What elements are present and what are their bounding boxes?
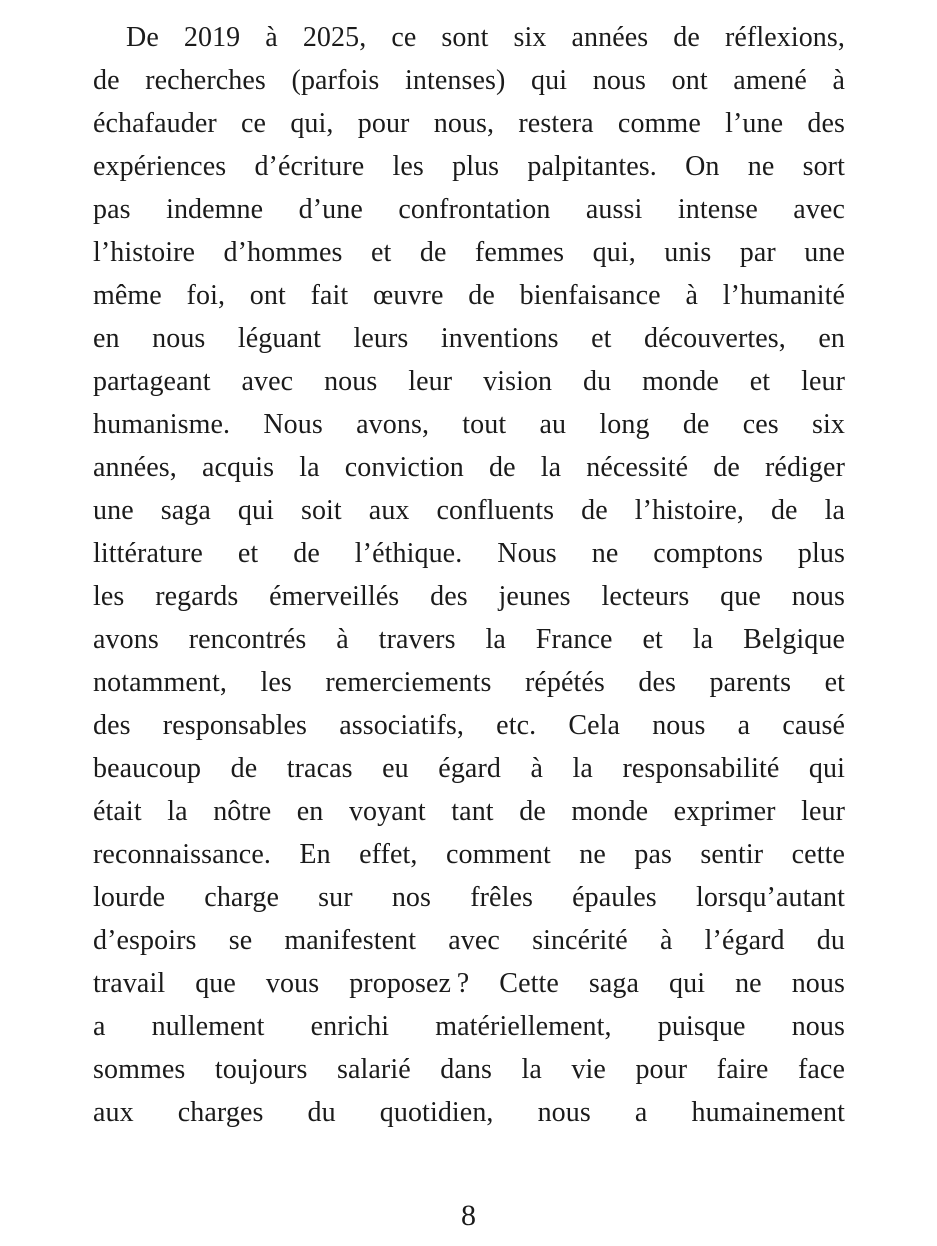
text-line-22: d’espoirs se manifestent avec sincérité à l’égard du <box>93 925 845 956</box>
text-line-19: était la nôtre en voyant tant de monde exprimer leur <box>93 796 845 827</box>
text-line-12: une saga qui soit aux confluents de l’histoire, de la <box>93 495 845 526</box>
text-line-23: travail que vous proposez ? Cette saga qui ne nous <box>93 968 845 999</box>
text-line-7: même foi, ont fait œuvre de bienfaisance à l’humanité <box>93 280 845 311</box>
text-line-14: les regards émerveillés des jeunes lecteurs que nous <box>93 581 845 612</box>
text-line-26: aux charges du quotidien, nous a humainement <box>93 1097 845 1128</box>
text-line-6: l’histoire d’hommes et de femmes qui, unis par une <box>93 237 845 268</box>
text-line-9: partageant avec nous leur vision du monde et leur <box>93 366 845 397</box>
text-line-5: pas indemne d’une confrontation aussi intense avec <box>93 194 845 225</box>
text-line-8: en nous léguant leurs inventions et découvertes, en <box>93 323 845 354</box>
text-line-16: notamment, les remerciements répétés des parents et <box>93 667 845 698</box>
text-line-1: De 2019 à 2025, ce sont six années de réflexions, <box>126 22 845 53</box>
text-line-24: a nullement enrichi matériellement, puisque nous <box>93 1011 845 1042</box>
text-line-3: échafauder ce qui, pour nous, restera comme l’une des <box>93 108 845 139</box>
paragraph-text-block <box>93 16 845 1134</box>
text-line-10: humanisme. Nous avons, tout au long de ces six <box>93 409 845 440</box>
text-line-25: sommes toujours salarié dans la vie pour faire face <box>93 1054 845 1085</box>
text-line-15: avons rencontrés à travers la France et la Belgique <box>93 624 845 655</box>
text-line-21: lourde charge sur nos frêles épaules lorsqu’autant <box>93 882 845 913</box>
text-line-2: de recherches (parfois intenses) qui nous ont amené à <box>93 65 845 96</box>
text-line-20: reconnaissance. En effet, comment ne pas sentir cette <box>93 839 845 870</box>
text-line-18: beaucoup de tracas eu égard à la responsabilité qui <box>93 753 845 784</box>
page-number: 8 <box>461 1199 476 1232</box>
text-line-11: années, acquis la conviction de la nécessité de rédiger <box>93 452 845 483</box>
text-line-4: expériences d’écriture les plus palpitantes. On ne sort <box>93 151 845 182</box>
text-line-17: des responsables associatifs, etc. Cela nous a causé <box>93 710 845 741</box>
text-line-13: littérature et de l’éthique. Nous ne comptons plus <box>93 538 845 569</box>
